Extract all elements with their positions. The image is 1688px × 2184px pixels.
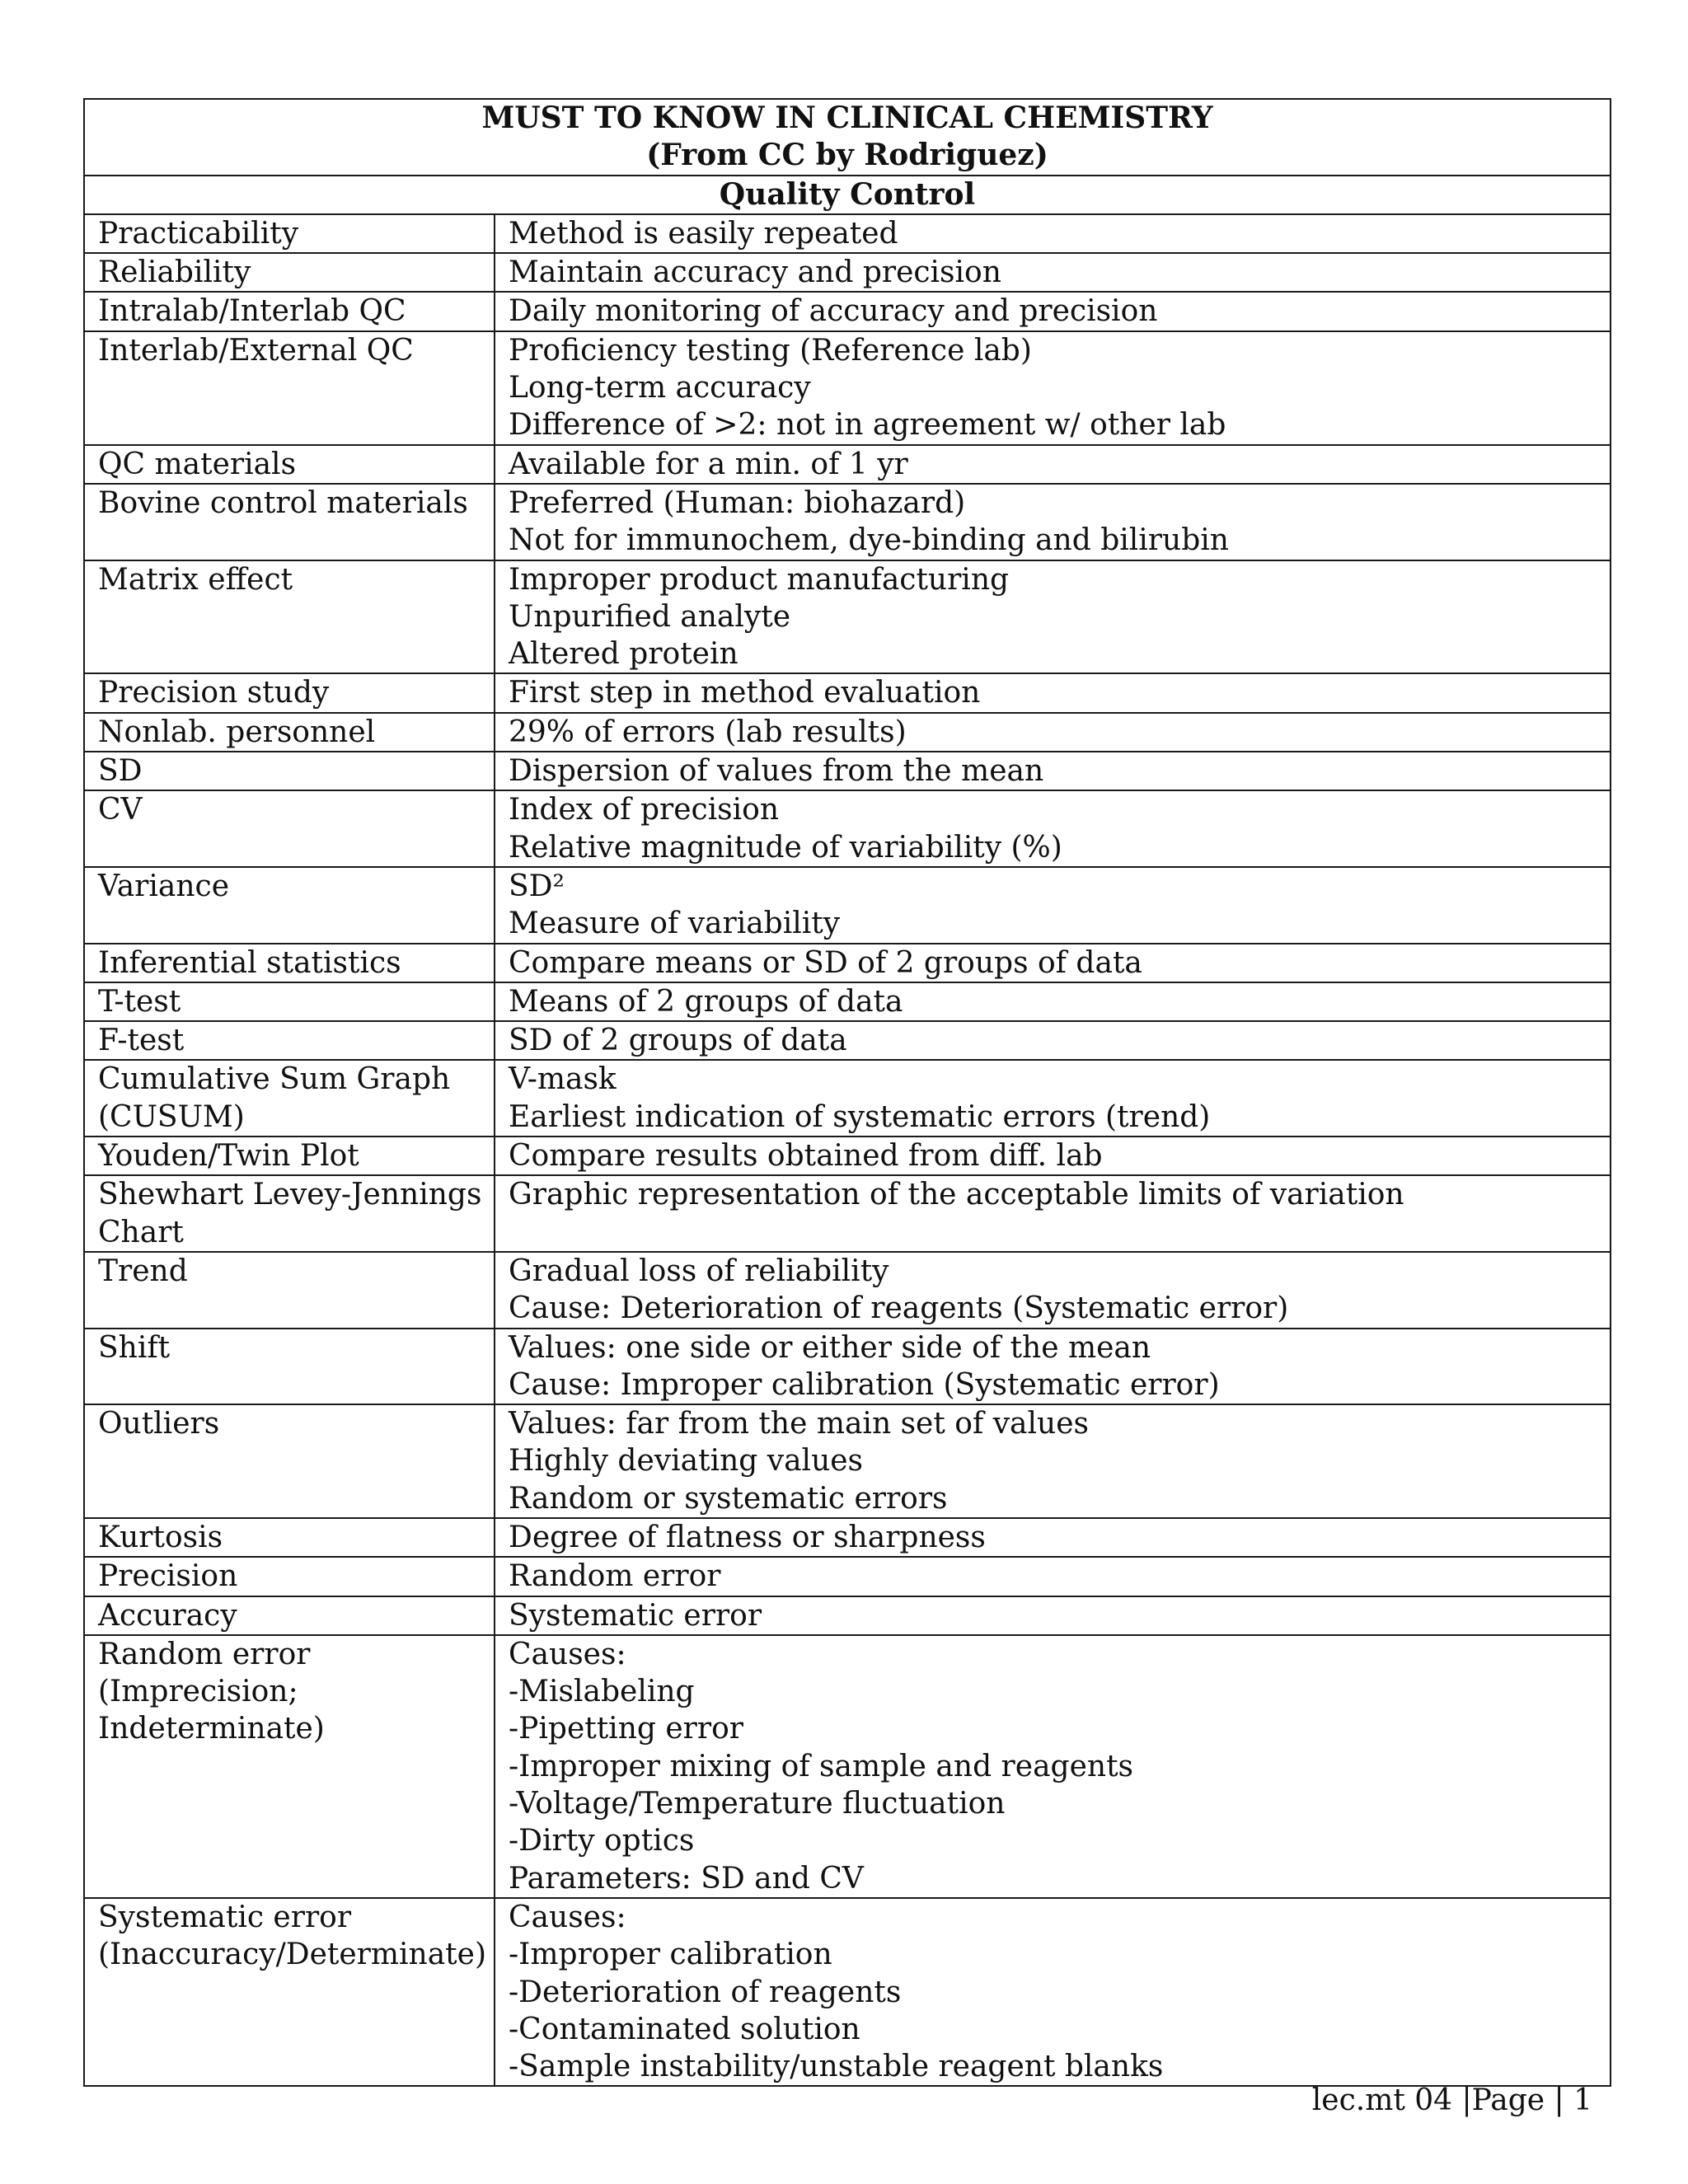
table-row [84,752,1611,790]
description-line: -Dirty optics [509,1824,695,1858]
term-line: (Imprecision; [98,1675,298,1709]
description-line: SD² [509,869,565,903]
section-heading: Quality Control [84,176,1611,214]
table-row [84,673,1611,712]
term-cell [84,790,495,867]
term-line: Precision study [98,676,330,710]
term-cell [84,214,495,253]
description-line: Degree of flatness or sharpness [509,1520,986,1554]
description-cell [495,790,1611,867]
table-row [84,982,1611,1021]
term-cell [84,1175,495,1252]
description-cell [495,445,1611,484]
title-row [84,99,1611,176]
term-line: Inferential statistics [98,945,401,980]
table-row [84,1021,1611,1060]
description-cell [495,1898,1611,2086]
table-row [84,1898,1611,2086]
description-cell [495,1137,1611,1175]
description-line: Values: far from the main set of values [509,1407,1089,1441]
description-line: Dispersion of values from the mean [509,754,1044,789]
term-cell [84,867,495,944]
description-cell [495,944,1611,982]
description-cell [495,867,1611,944]
table-row [84,944,1611,982]
term-cell [84,1596,495,1635]
term-cell [84,1404,495,1518]
description-line: -Sample instability/unstable reagent blanks [509,2050,1164,2084]
table-row [84,292,1611,330]
term-line: Trend [98,1254,188,1288]
term-line: SD [98,754,143,789]
term-cell [84,752,495,790]
description-line: -Improper mixing of sample and reagents [509,1749,1134,1783]
table-row [84,1518,1611,1557]
description-line: SD of 2 groups of data [509,1024,847,1058]
description-line: Available for a min. of 1 yr [509,447,908,481]
description-line: Method is easily repeated [509,216,898,251]
term-line: F-test [98,1024,185,1058]
table-row [84,214,1611,253]
term-line: Bovine control materials [98,485,468,520]
term-cell [84,1137,495,1175]
description-line: Causes: [509,1637,626,1671]
description-line: Relative magnitude of variability (%) [509,830,1062,865]
term-line: Outliers [98,1407,220,1441]
description-line: Random or systematic errors [509,1481,948,1516]
term-cell [84,560,495,674]
description-line: -Voltage/Temperature fluctuation [509,1787,1006,1821]
table-row [84,1060,1611,1137]
description-cell [495,253,1611,292]
term-line: Kurtosis [98,1520,223,1554]
description-cell [495,292,1611,330]
description-line: Graphic representation of the acceptable limits of variation [509,1178,1404,1212]
description-line: -Contaminated solution [509,2012,860,2046]
term-cell [84,1252,495,1329]
description-line: Means of 2 groups of data [509,984,903,1019]
term-line: Systematic error [98,1900,352,1934]
term-line: Intralab/Interlab QC [98,294,406,329]
term-line: CV [98,793,143,827]
term-line: (Inaccuracy/Determinate) [98,1938,486,1972]
description-cell [495,1635,1611,1898]
description-cell [495,752,1611,790]
description-line: Cause: Deterioration of reagents (Systematic error) [509,1291,1289,1326]
section-row [84,176,1611,214]
description-line: Index of precision [509,793,780,827]
table-row [84,1175,1611,1252]
table-row [84,1137,1611,1175]
description-line: Systematic error [509,1598,762,1633]
term-line: Accuracy [98,1598,237,1633]
description-cell [495,1252,1611,1329]
table-row [84,1252,1611,1329]
qc-table-body [84,99,1611,2086]
term-line: Nonlab. personnel [98,715,376,749]
description-cell [495,982,1611,1021]
term-cell [84,1329,495,1405]
description-line: Maintain accuracy and precision [509,255,1001,290]
description-cell [495,1060,1611,1137]
term-line: Youden/Twin Plot [98,1139,359,1174]
description-line: -Deterioration of reagents [509,1975,902,2009]
description-line: Compare results obtained from diff. lab [509,1139,1103,1174]
term-line: T-test [98,984,181,1019]
qc-table [83,98,1611,2087]
term-cell [84,484,495,560]
description-line: Improper product manufacturing [509,562,1010,597]
description-line: Preferred (Human: biohazard) [509,485,966,520]
description-line: Measure of variability [509,907,841,941]
table-row [84,1596,1611,1635]
term-cell [84,673,495,712]
term-cell [84,713,495,752]
term-line: Interlab/External QC [98,333,414,368]
term-line: Reliability [98,255,251,290]
table-row [84,560,1611,674]
description-line: Values: one side or either side of the mean [509,1330,1151,1365]
term-cell [84,445,495,484]
term-cell [84,1060,495,1137]
term-cell [84,331,495,445]
term-line: Matrix effect [98,562,293,597]
description-line: Causes: [509,1900,626,1934]
description-line: Not for immunochem, dye-binding and bilirubin [509,523,1229,558]
description-line: Random error [509,1559,721,1594]
description-cell [495,1557,1611,1596]
description-line: First step in method evaluation [509,676,981,710]
description-cell [495,1175,1611,1252]
description-line: 29% of errors (lab results) [509,715,907,749]
table-row [84,1635,1611,1898]
description-cell [495,484,1611,560]
document-title [84,99,1611,176]
subtitle-line: (From CC by Rodriguez) [646,138,1048,173]
term-cell [84,1518,495,1557]
table-row [84,484,1611,560]
description-line: V-mask [509,1062,617,1097]
description-line: Long-term accuracy [509,371,811,405]
table-row [84,867,1611,944]
description-line: Gradual loss of reliability [509,1254,889,1288]
table-row [84,1329,1611,1405]
term-line: QC materials [98,447,297,481]
description-line: Altered protein [509,637,738,672]
description-line: Difference of >2: not in agreement w/ other lab [509,408,1226,443]
table-row [84,1404,1611,1518]
term-cell [84,1557,495,1596]
term-cell [84,982,495,1021]
description-cell [495,1021,1611,1060]
table-row [84,253,1611,292]
description-cell [495,673,1611,712]
term-line: Random error [98,1637,311,1671]
description-line: Proficiency testing (Reference lab) [509,333,1032,368]
term-cell [84,292,495,330]
description-cell [495,1518,1611,1557]
page-footer: lec.mt 04 |Page | 1 [1311,2083,1592,2117]
term-cell [84,944,495,982]
table-row [84,1557,1611,1596]
table-row [84,713,1611,752]
term-line: Indeterminate) [98,1712,325,1746]
description-line: Compare means or SD of 2 groups of data [509,945,1142,980]
term-line: Cumulative Sum Graph [98,1062,451,1097]
description-cell [495,1596,1611,1635]
description-line: Daily monitoring of accuracy and precision [509,294,1158,329]
term-line: Variance [98,869,229,903]
description-cell [495,1404,1611,1518]
term-line: Precision [98,1559,238,1594]
term-line: Shewhart Levey-Jennings [98,1178,482,1212]
description-line: -Mislabeling [509,1675,695,1709]
table-row [84,445,1611,484]
title-line: MUST TO KNOW IN CLINICAL CHEMISTRY [481,101,1213,135]
term-cell [84,1898,495,2086]
description-cell [495,560,1611,674]
description-line: -Pipetting error [509,1712,743,1746]
description-line: Cause: Improper calibration (Systematic error) [509,1367,1220,1402]
description-line: -Improper calibration [509,1938,832,1972]
description-cell [495,331,1611,445]
term-line: (CUSUM) [98,1099,245,1134]
term-cell [84,253,495,292]
description-cell [495,1329,1611,1405]
description-line: Earliest indication of systematic errors (trend) [509,1099,1211,1134]
table-row [84,790,1611,867]
term-cell [84,1021,495,1060]
description-line: Highly deviating values [509,1444,864,1479]
term-line: Practicability [98,216,299,251]
term-line: Chart [98,1215,184,1249]
description-cell [495,214,1611,253]
description-line: Unpurified analyte [509,599,791,634]
description-line: Parameters: SD and CV [509,1861,864,1896]
term-cell [84,1635,495,1898]
term-line: Shift [98,1330,171,1365]
description-cell [495,713,1611,752]
table-row [84,331,1611,445]
